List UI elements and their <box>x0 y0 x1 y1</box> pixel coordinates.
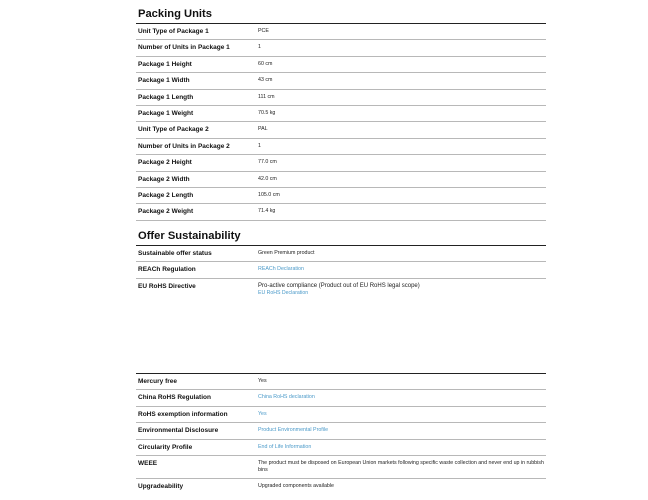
row-label: Package 1 Weight <box>138 109 194 117</box>
row-label: Unit Type of Package 1 <box>138 28 209 35</box>
section-title-offer-sustainability: Offer Sustainability <box>136 230 546 246</box>
eu-rohs-declaration-link[interactable]: EU RoHS Declaration <box>258 289 309 296</box>
table-row <box>136 279 546 303</box>
table-row <box>136 440 546 456</box>
product-environmental-profile-link[interactable]: Product Environmental Profile <box>258 427 329 434</box>
row-value: Green Premium product <box>258 250 315 256</box>
row-label: EU RoHS Directive <box>138 282 196 290</box>
table-row <box>136 90 546 106</box>
row-value: 60 cm <box>258 60 273 67</box>
row-value: 111 cm <box>258 93 275 100</box>
table-row <box>136 456 546 479</box>
table-row <box>136 57 546 73</box>
row-label: Number of Units in Package 2 <box>138 142 230 150</box>
row-value: 1 <box>258 142 261 149</box>
offer-sustainability-section <box>136 230 546 303</box>
table-row <box>136 246 546 262</box>
table-row <box>136 374 546 390</box>
row-label: Mercury free <box>138 378 178 385</box>
row-value: 43 cm <box>258 77 273 84</box>
row-label: Circularity Profile <box>138 443 193 451</box>
row-value: The product must be disposed on European Union markets following specific waste collection and never end up in rubbish bins <box>258 459 544 473</box>
row-label: Package 1 Length <box>138 93 194 101</box>
reach-declaration-link[interactable]: REACh Declaration <box>258 266 304 273</box>
table-row <box>136 479 546 495</box>
row-value-text: Pro-active compliance (Product out of EU RoHS legal scope) <box>258 282 420 289</box>
row-value: 42.0 cm <box>258 175 277 182</box>
row-value: 77.0 cm <box>258 159 277 166</box>
row-value <box>258 283 546 296</box>
table-row <box>136 204 546 220</box>
row-value: Yes <box>258 378 267 384</box>
table-row <box>136 407 546 423</box>
row-label: Sustainable offer status <box>138 250 212 257</box>
row-label: Number of Units in Package 1 <box>138 44 230 52</box>
row-value: Upgraded components available <box>258 482 334 489</box>
table-row <box>136 188 546 204</box>
table-row <box>136 262 546 278</box>
section-title-packing-units: Packing Units <box>136 8 546 24</box>
row-value: 71.4 kg <box>258 208 276 215</box>
rohs-exemption-link[interactable]: Yes <box>258 410 267 417</box>
row-label: Environmental Disclosure <box>138 427 219 435</box>
table-row <box>136 73 546 89</box>
row-label: Upgradeability <box>138 482 184 490</box>
row-label: Package 2 Height <box>138 159 192 167</box>
china-rohs-declaration-link[interactable]: China RoHS declaration <box>258 394 315 401</box>
row-value: PCE <box>258 28 269 34</box>
end-of-life-information-link[interactable]: End of Life Information <box>258 443 312 450</box>
table-row <box>136 106 546 122</box>
row-label: China RoHS Regulation <box>138 394 211 402</box>
row-label: REACh Regulation <box>138 266 196 274</box>
row-label: Package 2 Weight <box>138 208 194 216</box>
table-row <box>136 423 546 439</box>
row-label: WEEE <box>138 459 158 467</box>
row-value: 1 <box>258 44 261 51</box>
row-label: Package 2 Length <box>138 191 194 199</box>
row-label: RoHS exemption information <box>138 410 228 418</box>
row-label: Unit Type of Package 2 <box>138 126 209 134</box>
table-row <box>136 172 546 188</box>
table-row <box>136 390 546 406</box>
row-label: Package 1 Height <box>138 60 192 68</box>
row-value: 70.5 kg <box>258 109 276 116</box>
packing-units-section <box>136 8 546 221</box>
table-row <box>136 155 546 171</box>
row-label: Package 2 Width <box>138 175 190 183</box>
row-value: 105.0 cm <box>258 191 280 198</box>
table-row <box>136 40 546 56</box>
table-row <box>136 122 546 138</box>
sustainability-continued-section <box>136 373 546 495</box>
table-row <box>136 24 546 40</box>
row-label: Package 1 Width <box>138 77 190 85</box>
table-row <box>136 139 546 155</box>
row-value: PAL <box>258 126 268 133</box>
